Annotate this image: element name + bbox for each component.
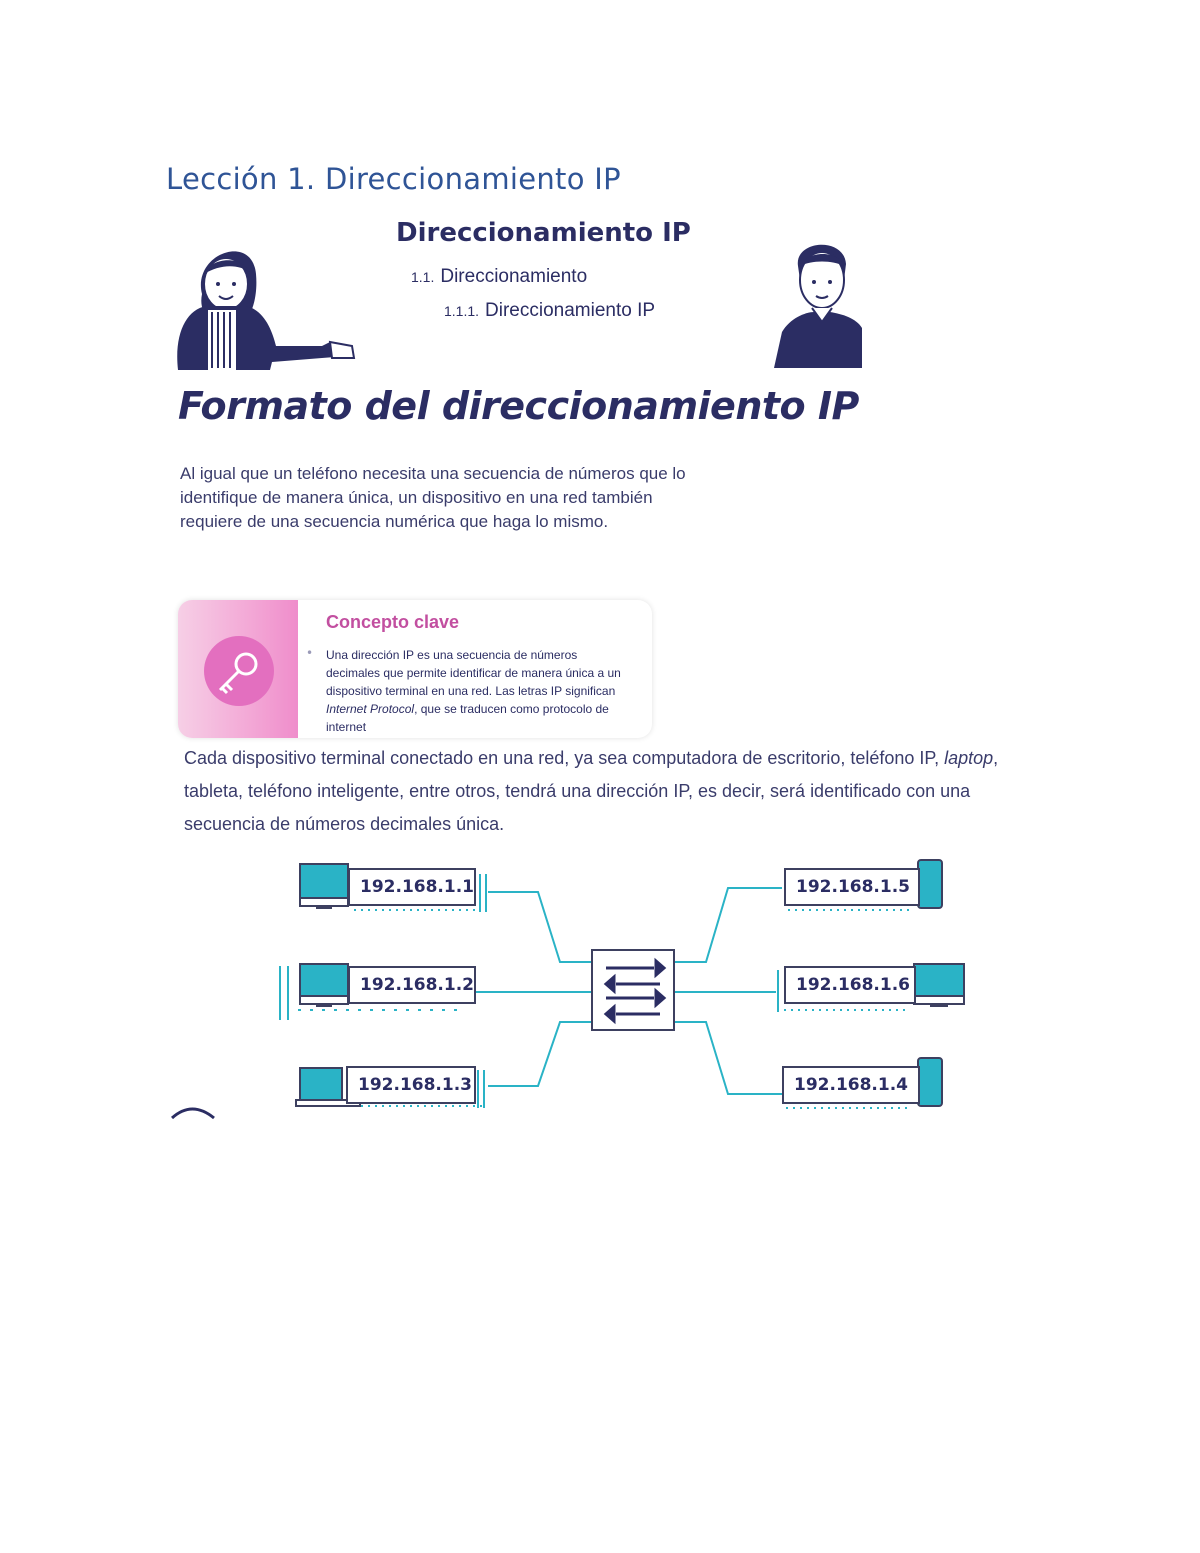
- toc-item-label: Direccionamiento: [440, 266, 588, 287]
- partial-arc-decoration: [170, 1104, 216, 1128]
- toc-item-direccionamiento-ip[interactable]: [444, 300, 655, 322]
- ip-box-right-2: 192.168.1.6: [784, 966, 916, 1004]
- concept-bullet: •: [306, 646, 314, 660]
- body-text-italic: laptop: [944, 748, 994, 768]
- concept-text-part: Una dirección IP es una secuencia de números decimales que permite identificar de manera única a un dispositivo terminal en una red. Las letras IP significan: [326, 648, 621, 698]
- smartphone-icon-1: [918, 860, 942, 908]
- ip-box-left-3: 192.168.1.3: [346, 1066, 476, 1104]
- student-man-illustration: [772, 236, 864, 368]
- concept-title: Concepto clave: [326, 612, 460, 632]
- switch-icon: [592, 950, 674, 1030]
- desktop-icon-1: [300, 864, 348, 908]
- smartphone-icon-2: [918, 1058, 942, 1106]
- toc-title: Direccionamiento IP: [396, 218, 691, 248]
- ip-box-left-1: 192.168.1.1: [348, 868, 476, 906]
- concept-icon-panel: [178, 600, 298, 738]
- section-heading: Formato del direccionamiento IP: [178, 384, 859, 428]
- body-text-part: , tableta, teléfono inteligente, entre otros, tendrá una dirección IP, es decir, será identificado con una secuencia de números decimales única.: [184, 748, 999, 834]
- toc-item-direccionamiento[interactable]: [411, 266, 587, 288]
- lesson-title: Lección 1. Direccionamiento IP: [166, 162, 621, 196]
- concept-text-part: , que se traducen como protocolo de internet: [326, 702, 609, 734]
- desktop-icon-3: [914, 964, 964, 1006]
- intro-paragraph: Al igual que un teléfono necesita una secuencia de números que lo identifique de manera única, un dispositivo en una red también requiere de una secuencia numérica que haga lo mismo.: [180, 464, 686, 531]
- toc-item-number: 1.1.1.: [444, 303, 480, 319]
- ip-box-left-2: 192.168.1.2: [348, 966, 476, 1004]
- body-text-part: Cada dispositivo terminal conectado en una red, ya sea computadora de escritorio, teléfono IP,: [184, 748, 945, 768]
- key-icon: [204, 636, 274, 706]
- toc-item-label: Direccionamiento IP: [485, 300, 656, 321]
- concept-text-italic: Internet Protocol: [326, 702, 415, 716]
- desktop-icon-2: [300, 964, 348, 1006]
- body-paragraph: [184, 742, 1014, 841]
- ip-box-right-1: 192.168.1.5: [784, 868, 920, 906]
- concept-card: [178, 600, 652, 738]
- presenter-woman-illustration: [172, 234, 358, 370]
- concept-text: [326, 646, 626, 736]
- ip-box-right-3: 192.168.1.4: [782, 1066, 920, 1104]
- toc-item-number: 1.1.: [411, 269, 435, 285]
